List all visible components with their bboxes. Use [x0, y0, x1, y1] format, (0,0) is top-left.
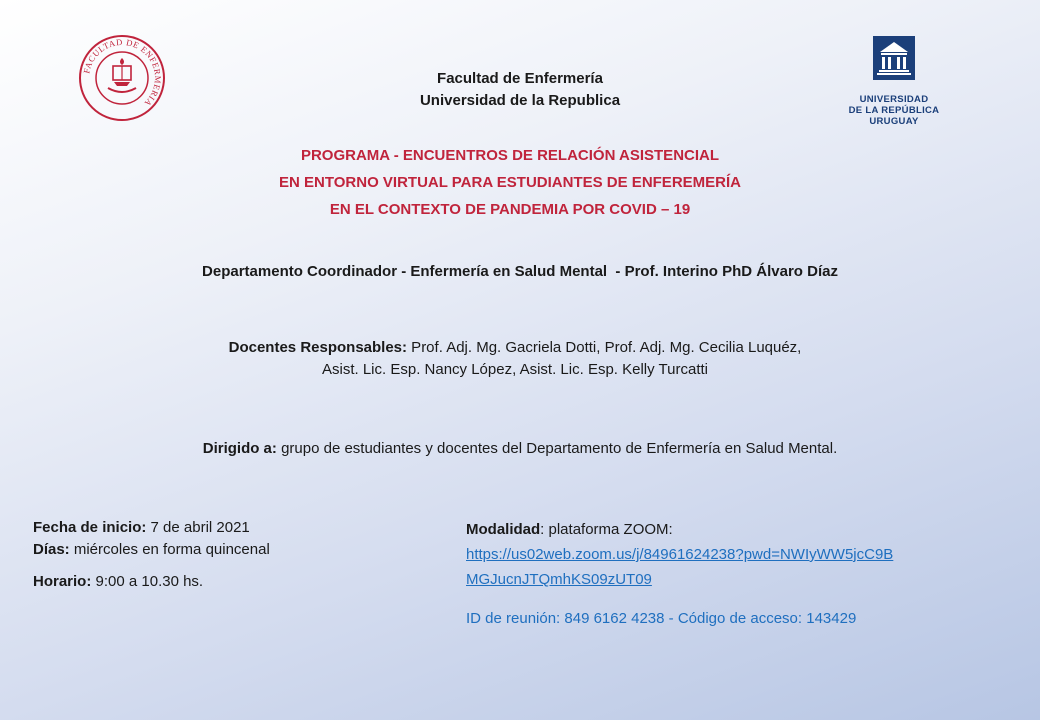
udelar-logo — [848, 36, 940, 127]
audience-line — [40, 440, 1000, 457]
time-value: 9:00 a 10.30 hs. — [91, 573, 204, 590]
faculty-logo — [78, 34, 166, 122]
schedule-block — [33, 517, 433, 593]
institution-header — [320, 68, 720, 112]
udelar-line-1: UNIVERSIDAD — [859, 94, 929, 105]
program-title — [160, 142, 860, 223]
modality-block — [466, 517, 1026, 631]
time-label: Horario: — [33, 573, 92, 590]
zoom-link-line-1[interactable]: https://us02web.zoom.us/j/84961624238?pwd=NWIyWW5jcC9B — [466, 546, 894, 563]
faculty-ring-text: FACULTAD DE ENFERMERIA — [81, 36, 164, 109]
meeting-id-line: ID de reunión: 849 6162 4238 - Código de acceso: 143429 — [466, 610, 857, 627]
faculty-name: Facultad de Enfermería — [437, 70, 603, 87]
udelar-building-icon — [873, 36, 915, 80]
udelar-line-2: DE LA REPÚBLICA — [848, 105, 940, 116]
modality-value: : plataforma ZOOM: — [540, 521, 673, 538]
program-title-line-2: EN ENTORNO VIRTUAL PARA ESTUDIANTES DE ENFEREMERÍA — [279, 174, 741, 191]
zoom-link-line-2[interactable]: MGJucnJTQmhKS09zUT09 — [466, 571, 652, 588]
program-title-line-1: PROGRAMA - ENCUENTROS DE RELACIÓN ASISTENCIAL — [300, 147, 720, 164]
program-title-line-3: EN EL CONTEXTO DE PANDEMIA POR COVID – 19 — [329, 201, 691, 218]
coordinator-line: Departamento Coordinador - Enfermería en Salud Mental - Prof. Interino PhD Álvaro Díaz — [202, 263, 838, 280]
udelar-line-3: URUGUAY — [869, 116, 919, 127]
start-date-value: 7 de abril 2021 — [146, 519, 250, 536]
teachers-block — [80, 337, 950, 381]
days-label: Días: — [33, 541, 70, 558]
days-value: miércoles en forma quincenal — [69, 541, 270, 558]
teachers-label: Docentes Responsables: — [228, 339, 408, 356]
teachers-line-1: Prof. Adj. Mg. Gacriela Dotti, Prof. Adj. Mg. Cecilia Luquéz, — [407, 339, 802, 356]
start-date-label: Fecha de inicio: — [33, 519, 147, 536]
audience-label: Dirigido a: — [202, 440, 277, 457]
faculty-seal-icon — [78, 34, 166, 122]
teachers-line-2: Asist. Lic. Esp. Nancy López, Asist. Lic. Esp. Kelly Turcatti — [322, 361, 708, 378]
audience-text: grupo de estudiantes y docentes del Departamento de Enfermería en Salud Mental. — [276, 440, 838, 457]
university-name: Universidad de la Republica — [419, 92, 621, 109]
modality-label: Modalidad — [466, 521, 541, 538]
